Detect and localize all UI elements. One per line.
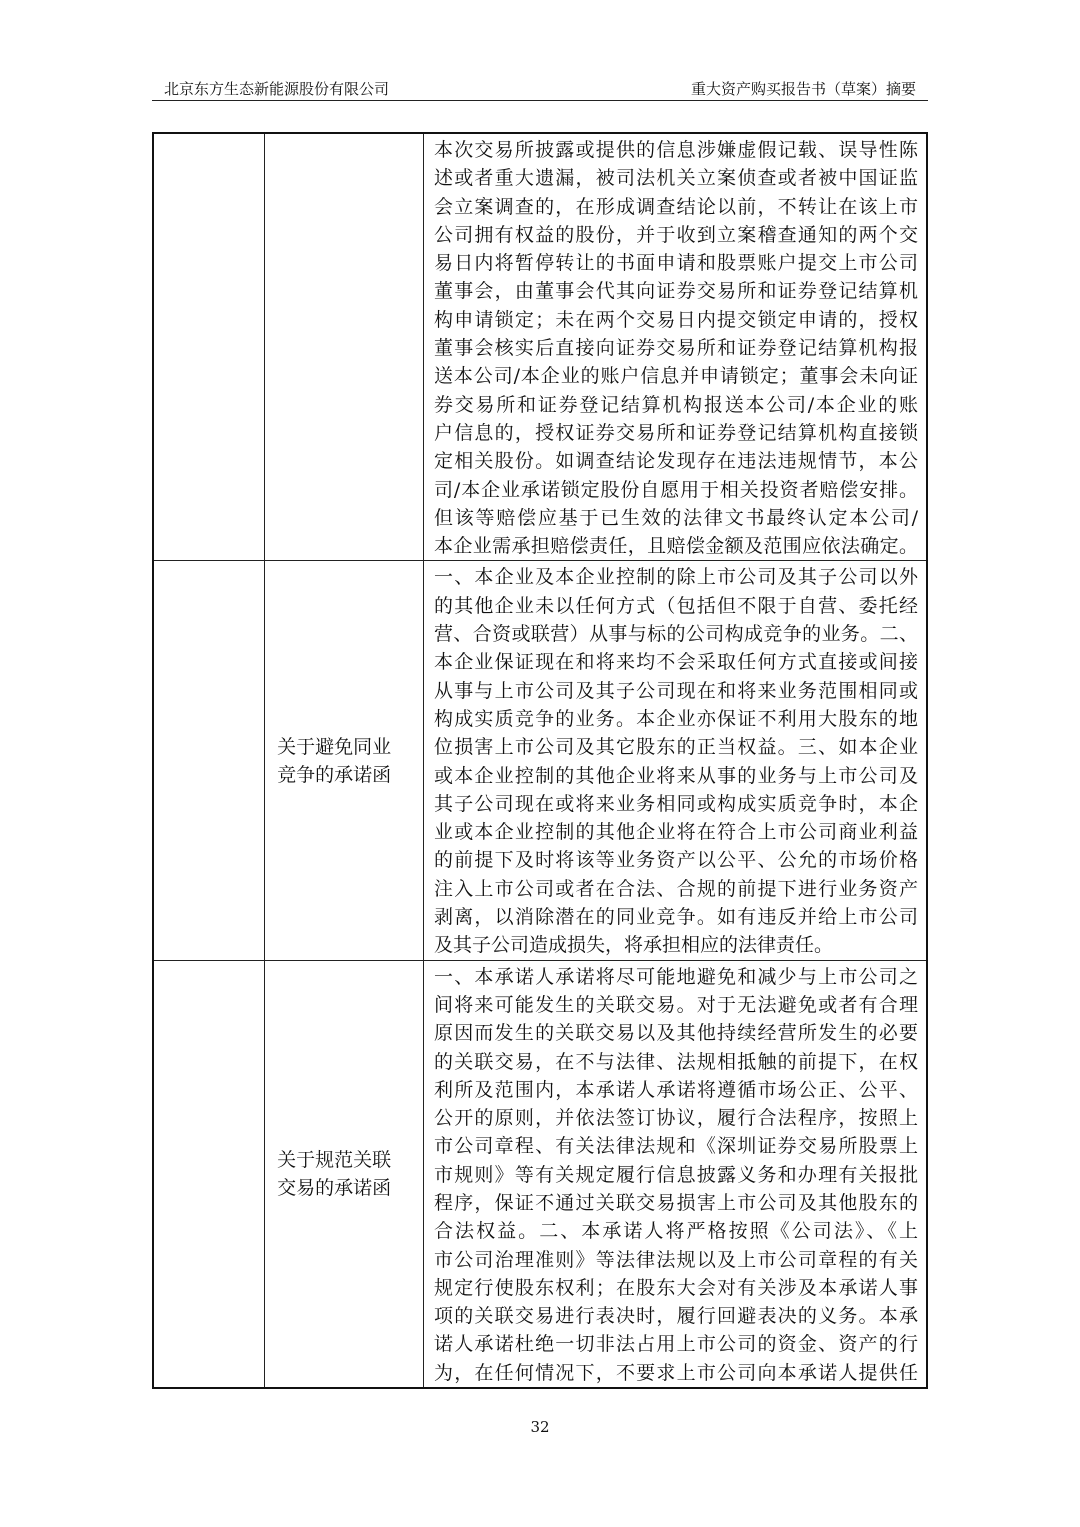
content-line: 的关联交易，在不与法律、法规相抵触的前提下，在权 [434, 1050, 918, 1073]
content-line: 构成实质竞争的业务。本企业亦保证不利用大股东的地 [434, 707, 918, 730]
content-line: 一、本承诺人承诺将尽可能地避免和减少与上市公司之 [434, 965, 918, 988]
content-line: 项的关联交易进行表决时，履行回避表决的义务。本承 [434, 1305, 918, 1328]
content-line: 市规则》等有关规定履行信息披露义务和办理有关报批 [434, 1163, 918, 1186]
table-row [153, 960, 927, 1388]
content-line: 券交易所和证券登记结算机构报送本公司/本企业的账 [434, 393, 918, 416]
commitment-content-cell [424, 960, 928, 1388]
content-line: 但该等赔偿应基于已生效的法律文书最终认定本公司/ [434, 506, 918, 529]
content-line: 的前提下及时将该等业务资产以公平、公允的市场价格 [434, 849, 918, 872]
commitment-name-line: 关于避免同业 [277, 735, 392, 758]
content-line: 其子公司现在或将来业务相同或构成实质竞争时，本企 [434, 792, 918, 815]
content-line: 间将来可能发生的关联交易。对于无法避免或者有合理 [434, 993, 918, 1016]
content-line: 剥离，以消除潜在的同业竞争。如有违反并给上市公司 [434, 906, 918, 929]
content-line: 市公司章程、有关法律法规和《深圳证券交易所股票上 [434, 1135, 918, 1158]
commitments-table [152, 132, 928, 1389]
content-line: 会立案调查的，在形成调查结论以前，不转让在该上市 [434, 195, 918, 218]
content-line: 户信息的，授权证券交易所和证券登记结算机构直接锁 [434, 421, 918, 444]
content-line: 程序，保证不通过关联交易损害上市公司及其他股东的 [434, 1191, 918, 1214]
content-line: 业或本企业控制的其他企业将在符合上市公司商业利益 [434, 821, 918, 844]
header-company-name: 北京东方生态新能源股份有限公司 [164, 80, 390, 98]
content-line: 市公司治理准则》等法律法规以及上市公司章程的有关 [434, 1248, 918, 1271]
content-line: 从事与上市公司及其子公司现在和将来业务范围相同或 [434, 679, 918, 702]
content-line: 公开的原则，并依法签订协议，履行合法程序，按照上 [434, 1107, 918, 1130]
content-line: 诺人承诺杜绝一切非法占用上市公司的资金、资产的行 [434, 1333, 918, 1356]
header-document-title: 重大资产购买报告书（草案）摘要 [690, 80, 916, 98]
content-line: 的其他企业未以任何方式（包括但不限于自营、委托经 [434, 594, 918, 617]
content-line: 司/本企业承诺锁定股份自愿用于相关投资者赔偿安排。 [434, 478, 918, 501]
content-line: 一、本企业及本企业控制的除上市公司及其子公司以外 [434, 566, 918, 589]
content-line: 注入上市公司或者在合法、合规的前提下进行业务资产 [434, 877, 918, 900]
commitment-name-cell [265, 133, 424, 561]
content-line: 本企业保证现在和将来均不会采取任何方式直接或间接 [434, 651, 918, 674]
commitment-name-line: 竞争的承诺函 [277, 763, 392, 786]
content-line: 构申请锁定；未在两个交易日内提交锁定申请的，授权 [434, 308, 918, 331]
content-line: 原因而发生的关联交易以及其他持续经营所发生的必要 [434, 1022, 918, 1045]
commitment-name-line: 交易的承诺函 [277, 1176, 392, 1199]
content-line: 易日内将暂停转让的书面申请和股票账户提交上市公司 [434, 252, 918, 275]
content-line: 为，在任何情况下，不要求上市公司向本承诺人提供任 [434, 1361, 918, 1384]
commitment-name-line: 关于规范关联 [277, 1148, 392, 1171]
content-line: 送本公司/本企业的账户信息并申请锁定；董事会未向证 [434, 365, 918, 388]
category-cell [153, 133, 265, 561]
content-line: 董事会，由董事会代其向证券交易所和证券登记结算机 [434, 280, 918, 303]
content-line: 公司拥有权益的股份，并于收到立案稽查通知的两个交 [434, 223, 918, 246]
content-line: 本次交易所披露或提供的信息涉嫌虚假记载、误导性陈 [434, 139, 918, 161]
content-line: 董事会核实后直接向证券交易所和证券登记结算机构报 [434, 337, 918, 360]
page-number: 32 [530, 1418, 550, 1436]
category-cell [153, 960, 265, 1388]
commitment-content-cell [424, 133, 928, 561]
commitment-content-cell [424, 561, 928, 960]
header-divider [152, 100, 928, 101]
content-line: 及其子公司造成损失，将承担相应的法律责任。 [434, 934, 834, 957]
content-line: 利所及范围内，本承诺人承诺将遵循市场公正、公平、 [434, 1078, 918, 1101]
table-row [153, 561, 927, 960]
content-line: 或本企业控制的其他企业将来从事的业务与上市公司及 [434, 764, 918, 787]
content-line: 述或者重大遗漏，被司法机关立案侦查或者被中国证监 [434, 167, 918, 190]
content-line: 本企业需承担赔偿责任，且赔偿金额及范围应依法确定。 [434, 535, 918, 558]
commitment-name-cell [265, 960, 424, 1388]
content-line: 规定行使股东权利；在股东大会对有关涉及本承诺人事 [434, 1276, 918, 1299]
category-cell [153, 561, 265, 960]
table-row [153, 133, 927, 561]
commitment-name-cell [265, 561, 424, 960]
content-line: 定相关股份。如调查结论发现存在违法违规情节，本公 [434, 450, 918, 473]
content-line: 营、合资或联营）从事与标的公司构成竞争的业务。二、 [434, 623, 918, 646]
content-line: 位损害上市公司及其它股东的正当权益。三、如本企业 [434, 736, 918, 759]
content-line: 合法权益。二、本承诺人将严格按照《公司法》、《上 [434, 1220, 918, 1243]
